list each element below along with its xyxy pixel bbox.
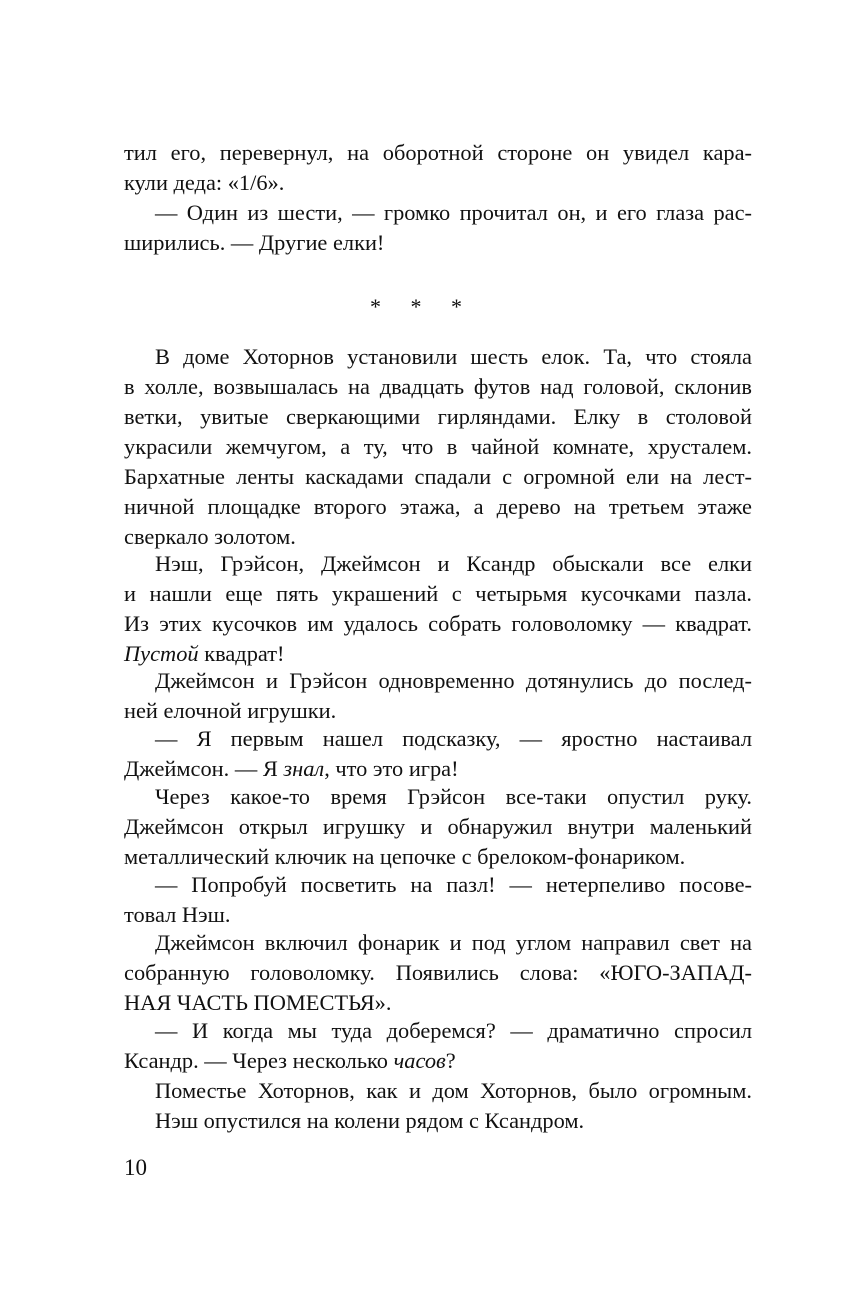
text-line: собранную головоломку. Появились слова: «ЮГО-ЗАПАД- <box>124 960 752 985</box>
text-line <box>124 1046 752 1076</box>
text-line: Поместье Хоторнов, как и дом Хоторнов, было огромным. <box>155 1078 752 1103</box>
italic-word: знал <box>283 756 325 781</box>
text-line: металлический ключик на цепочке с брелоком-фонариком. <box>124 844 686 869</box>
text-span: Джеймсон. — Я <box>124 756 284 781</box>
text-line <box>124 639 752 669</box>
text-line: Из этих кусочков им удалось собрать головоломку — квадрат. <box>124 611 752 636</box>
page-number: 10 <box>124 1155 147 1180</box>
text-line: Нэш опустился на колени рядом с Ксандром. <box>155 1108 585 1133</box>
text-line: Джеймсон открыл игрушку и обнаружил внутри маленький <box>124 814 752 839</box>
text-span: , что это игра! <box>324 756 459 781</box>
text-line: Через какое-то время Грэйсон все-таки опустил руку. <box>155 784 752 809</box>
text-line: ней елочной игрушки. <box>124 698 337 723</box>
italic-word: Пустой <box>124 641 199 666</box>
text-line: кули деда: «1/6». <box>124 170 285 195</box>
text-line: сверкало золотом. <box>124 524 296 549</box>
text-line: ничной площадке второго этажа, а дерево на третьем этаже <box>124 494 752 519</box>
text-line: ветки, увитые сверкающими гирляндами. Елку в столовой <box>124 404 752 429</box>
text-line: — Попробуй посветить на пазл! — нетерпеливо посове- <box>155 872 752 897</box>
text-span: ? <box>445 1048 456 1073</box>
text-line: и нашли еще пять украшений с четырьмя кусочками пазла. <box>124 581 752 606</box>
text-line <box>124 754 752 784</box>
text-line: Джеймсон включил фонарик и под углом направил свет на <box>155 930 752 955</box>
text-line: товал Нэш. <box>124 902 231 927</box>
text-line: Нэш, Грэйсон, Джеймсон и Ксандр обыскали все елки <box>155 551 752 576</box>
text-line: НАЯ ЧАСТЬ ПОМЕСТЬЯ». <box>124 990 392 1015</box>
text-line: Джеймсон и Грэйсон одновременно дотянулись до послед- <box>155 668 752 693</box>
text-line: В доме Хоторнов установили шесть елок. Та, что стояла <box>155 344 752 369</box>
text-line: тил его, перевернул, на оборотной стороне он увидел кара- <box>124 140 752 165</box>
text-line: Бархатные ленты каскадами спадали с огромной ели на лест- <box>124 464 752 489</box>
text-line: в холле, возвышалась на двадцать футов над головой, склонив <box>124 374 752 399</box>
text-line: — Один из шести, — громко прочитал он, и его глаза рас- <box>155 200 752 225</box>
text-span: Ксандр. — Через несколько <box>124 1048 394 1073</box>
italic-word: часов <box>393 1048 446 1073</box>
text-span: квадрат! <box>198 641 285 666</box>
text-line: — И когда мы туда доберемся? — драматично спросил <box>155 1018 752 1043</box>
text-line: ширились. — Другие елки! <box>124 230 385 255</box>
text-line: украсили жемчугом, а ту, что в чайной комнате, хрусталем. <box>124 434 752 459</box>
section-separator: * * * <box>370 294 474 319</box>
text-line: — Я первым нашел подсказку, — яростно настаивал <box>155 726 752 751</box>
